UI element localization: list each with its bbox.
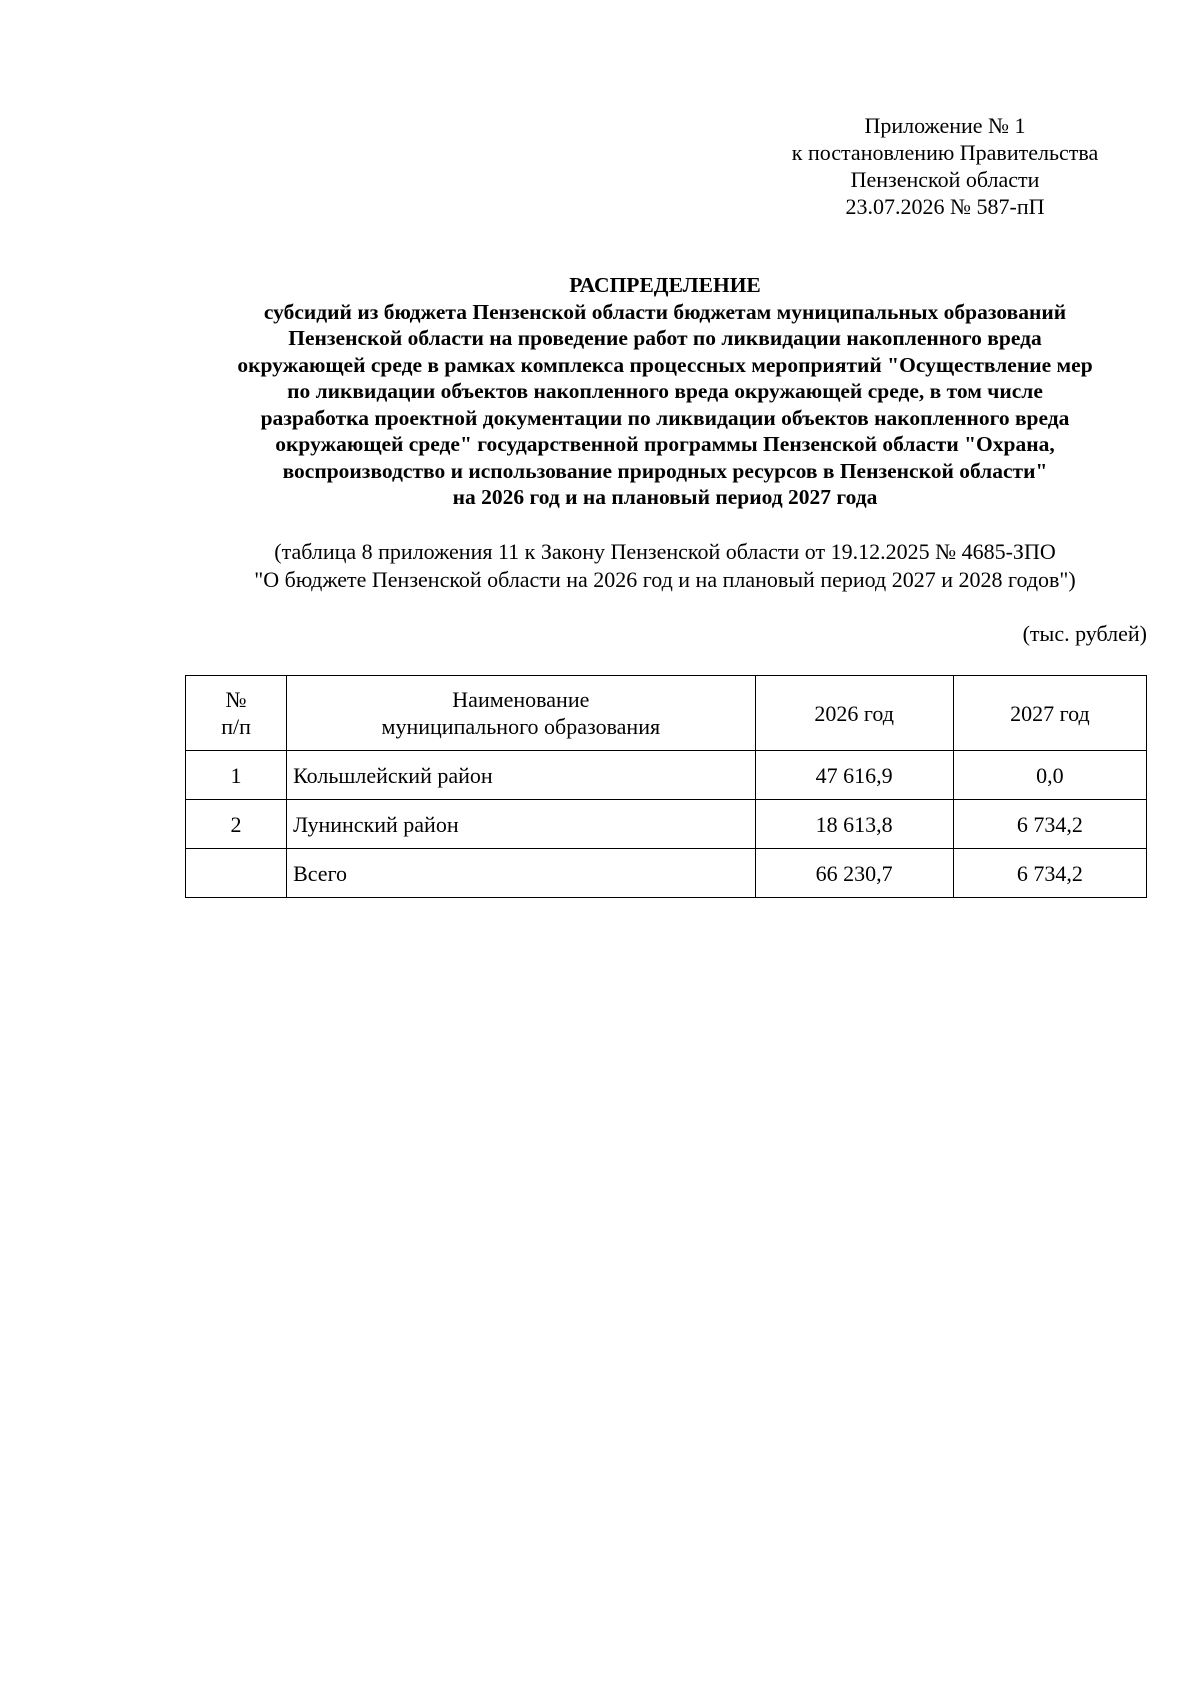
- row-municipality: Лунинский район: [287, 800, 755, 849]
- document-title: РАСПРЕДЕЛЕНИЕ: [569, 273, 761, 297]
- header-year-2027: 2027 год: [953, 676, 1146, 751]
- row-total-2026: 66 230,7: [755, 849, 953, 898]
- heading-line: окружающей среде в рамках комплекса процессных мероприятий "Осуществление мер: [237, 352, 1093, 377]
- header-name: [287, 676, 755, 751]
- heading-line: субсидий из бюджета Пензенской области бюджетам муниципальных образований: [263, 299, 1067, 324]
- heading-line: разработка проектной документации по ликвидации объектов накопленного вреда: [260, 405, 1070, 430]
- header-name-line1: Наименование: [452, 687, 590, 712]
- heading-line: окружающей среде" государственной программы Пензенской области "Охрана,: [275, 432, 1055, 456]
- row-number: 2: [186, 800, 287, 849]
- table-header-row: [186, 676, 1147, 751]
- table-row: [186, 800, 1147, 849]
- header-name-line2: муниципального образования: [381, 714, 661, 739]
- appendix-date-number: 23.07.2026 № 587-пП: [845, 194, 1045, 219]
- header-year-2026: 2026 год: [755, 676, 953, 751]
- row-amount-2026: 18 613,8: [755, 800, 953, 849]
- appendix-resolution-ref: к постановлению Правительства: [791, 140, 1099, 165]
- table-row: [186, 751, 1147, 800]
- header-number: [186, 676, 287, 751]
- appendix-region: Пензенской области: [850, 167, 1040, 192]
- document-heading: [150, 272, 1180, 511]
- row-number: [186, 849, 287, 898]
- appendix-block: [760, 112, 1130, 220]
- distribution-table: [185, 675, 1147, 898]
- heading-line: на 2026 год и на плановый период 2027 года: [452, 485, 878, 509]
- source-line: "О бюджете Пензенской области на 2026 год и на плановый период 2027 и 2028 годов"): [254, 567, 1076, 592]
- row-amount-2027: 6 734,2: [953, 800, 1146, 849]
- heading-line: по ликвидации объектов накопленного вреда окружающей среде, в том числе: [287, 379, 1043, 403]
- heading-line: Пензенской области на проведение работ по ликвидации накопленного вреда: [288, 326, 1042, 350]
- source-line: (таблица 8 приложения 11 к Закону Пензенской области от 19.12.2025 № 4685-ЗПО: [274, 539, 1056, 564]
- header-number-symbol: №: [225, 687, 247, 712]
- units-label: (тыс. рублей): [1022, 621, 1147, 646]
- row-amount-2026: 47 616,9: [755, 751, 953, 800]
- appendix-number: Приложение № 1: [864, 113, 1026, 138]
- row-number: 1: [186, 751, 287, 800]
- row-total-label: Всего: [287, 849, 755, 898]
- table-total-row: [186, 849, 1147, 898]
- heading-line: воспроизводство и использование природных ресурсов в Пензенской области": [282, 458, 1048, 483]
- row-total-2027: 6 734,2: [953, 849, 1146, 898]
- header-number-abbrev: п/п: [221, 714, 251, 739]
- row-amount-2027: 0,0: [953, 751, 1146, 800]
- source-reference: [150, 538, 1180, 594]
- row-municipality: Кольшлейский район: [287, 751, 755, 800]
